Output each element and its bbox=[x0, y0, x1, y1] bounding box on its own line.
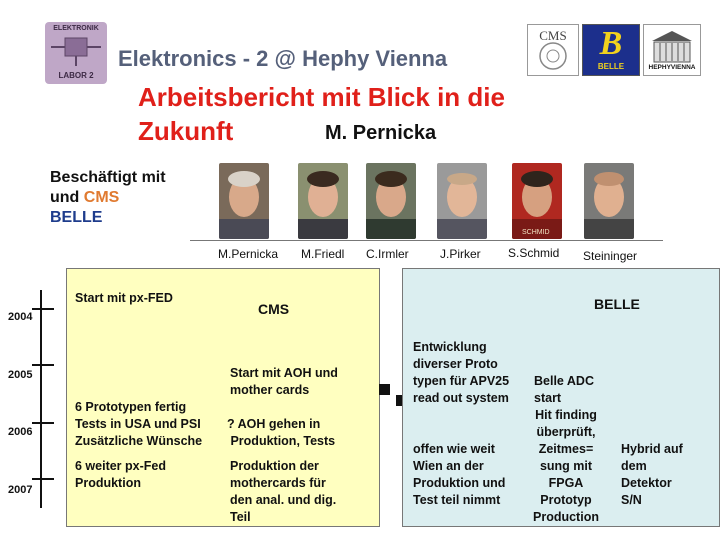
cms-logo bbox=[527, 24, 579, 76]
photo-divider bbox=[190, 240, 663, 241]
hephy-vienna-logo bbox=[643, 24, 701, 76]
year-label-2004: 2004 bbox=[8, 311, 33, 323]
cms-mothercard-production: Produktion der mothercards für den anal. und dig. Teil bbox=[230, 459, 337, 524]
person-photo-pernicka bbox=[219, 163, 269, 239]
cms-panel-title: CMS bbox=[258, 301, 290, 317]
occupation-belle: BELLE bbox=[50, 209, 103, 226]
portrait-icon bbox=[366, 163, 416, 239]
person-name-schmid: S.Schmid bbox=[508, 246, 560, 260]
page-header-title: Elektronics - 2 @ Hephy Vienna bbox=[118, 46, 448, 71]
belle-hybrid-detector: Hybrid auf dem Detektor S/N bbox=[621, 442, 683, 507]
hephy-logo-text: HEPHYVIENNA bbox=[648, 64, 696, 71]
timeline-tick bbox=[32, 422, 54, 424]
occupation-line2 bbox=[50, 188, 166, 208]
portrait-icon bbox=[584, 163, 634, 239]
portrait-icon bbox=[298, 163, 348, 239]
portrait-icon bbox=[512, 163, 562, 239]
person-name-pirker: J.Pirker bbox=[440, 247, 481, 261]
occupation-label bbox=[50, 168, 166, 228]
person-photo-friedl bbox=[298, 163, 348, 239]
occupation-cms: CMS bbox=[83, 189, 120, 206]
occupation-und: und bbox=[50, 189, 80, 206]
cms-panel bbox=[66, 268, 380, 527]
cms-aoh-start: Start mit AOH und mother cards bbox=[230, 366, 338, 397]
cms-logo-text: CMS bbox=[539, 28, 567, 43]
elektronik-labor-logo bbox=[45, 22, 107, 84]
lab-logo-bottom-text: LABOR 2 bbox=[58, 71, 94, 80]
person-photo-schmid bbox=[512, 163, 562, 239]
belle-panel-title: BELLE bbox=[594, 296, 640, 312]
person-photo-steininger bbox=[584, 163, 634, 239]
belle-logo bbox=[582, 24, 640, 76]
report-title bbox=[138, 80, 505, 148]
cms-start-px-fed: Start mit px-FED bbox=[75, 291, 173, 305]
report-title-line2: Zukunft bbox=[138, 116, 234, 146]
photo-badge-schmid: SCHMID bbox=[522, 229, 550, 236]
belle-open-question: offen wie weit Wien an der Produktion und Test teil nimmt bbox=[413, 442, 506, 507]
person-name-friedl: M.Friedl bbox=[301, 247, 345, 261]
portrait-icon bbox=[219, 163, 269, 239]
person-name-steininger: Steininger bbox=[583, 249, 638, 263]
belle-development: Entwicklung diverser Proto typen für APV25 read out system bbox=[413, 340, 510, 405]
person-name-pernicka: M.Pernicka bbox=[218, 247, 279, 261]
belle-logo-text: BELLE bbox=[597, 62, 625, 71]
belle-hit-finding: Hit finding überprüft, Zeitmes= sung mit FPGA Prototyp Production bbox=[533, 408, 599, 524]
person-photo-irmler bbox=[366, 163, 416, 239]
cms-aoh-question: ? AOH gehen in Produktion, Tests bbox=[227, 417, 336, 448]
year-label-2005: 2005 bbox=[8, 369, 33, 381]
cms-prototypes: 6 Prototypen fertig Tests in USA und PSI Zusätzliche Wünsche bbox=[75, 400, 203, 448]
portrait-icon bbox=[437, 163, 487, 239]
year-label-2007: 2007 bbox=[8, 484, 33, 496]
lab-logo-top-text: ELEKTRONIK bbox=[53, 25, 99, 32]
belle-adc-start: Belle ADC start bbox=[534, 374, 594, 405]
occupation-prefix: Beschäftigt mit bbox=[50, 169, 166, 186]
belle-logo-letter: B bbox=[599, 25, 623, 62]
year-label-2006: 2006 bbox=[8, 426, 33, 438]
person-name-irmler: C.Irmler bbox=[366, 247, 409, 261]
timeline-tick bbox=[32, 308, 54, 310]
timeline-tick bbox=[32, 478, 54, 480]
person-photo-pirker bbox=[437, 163, 487, 239]
cms-px-fed-production: 6 weiter px-Fed Produktion bbox=[75, 459, 166, 490]
author-name: M. Pernicka bbox=[325, 122, 437, 144]
timeline-axis bbox=[40, 290, 42, 508]
timeline-tick bbox=[32, 364, 54, 366]
belle-panel bbox=[402, 268, 720, 527]
report-title-line1: Arbeitsbericht mit Blick in die bbox=[138, 82, 505, 112]
